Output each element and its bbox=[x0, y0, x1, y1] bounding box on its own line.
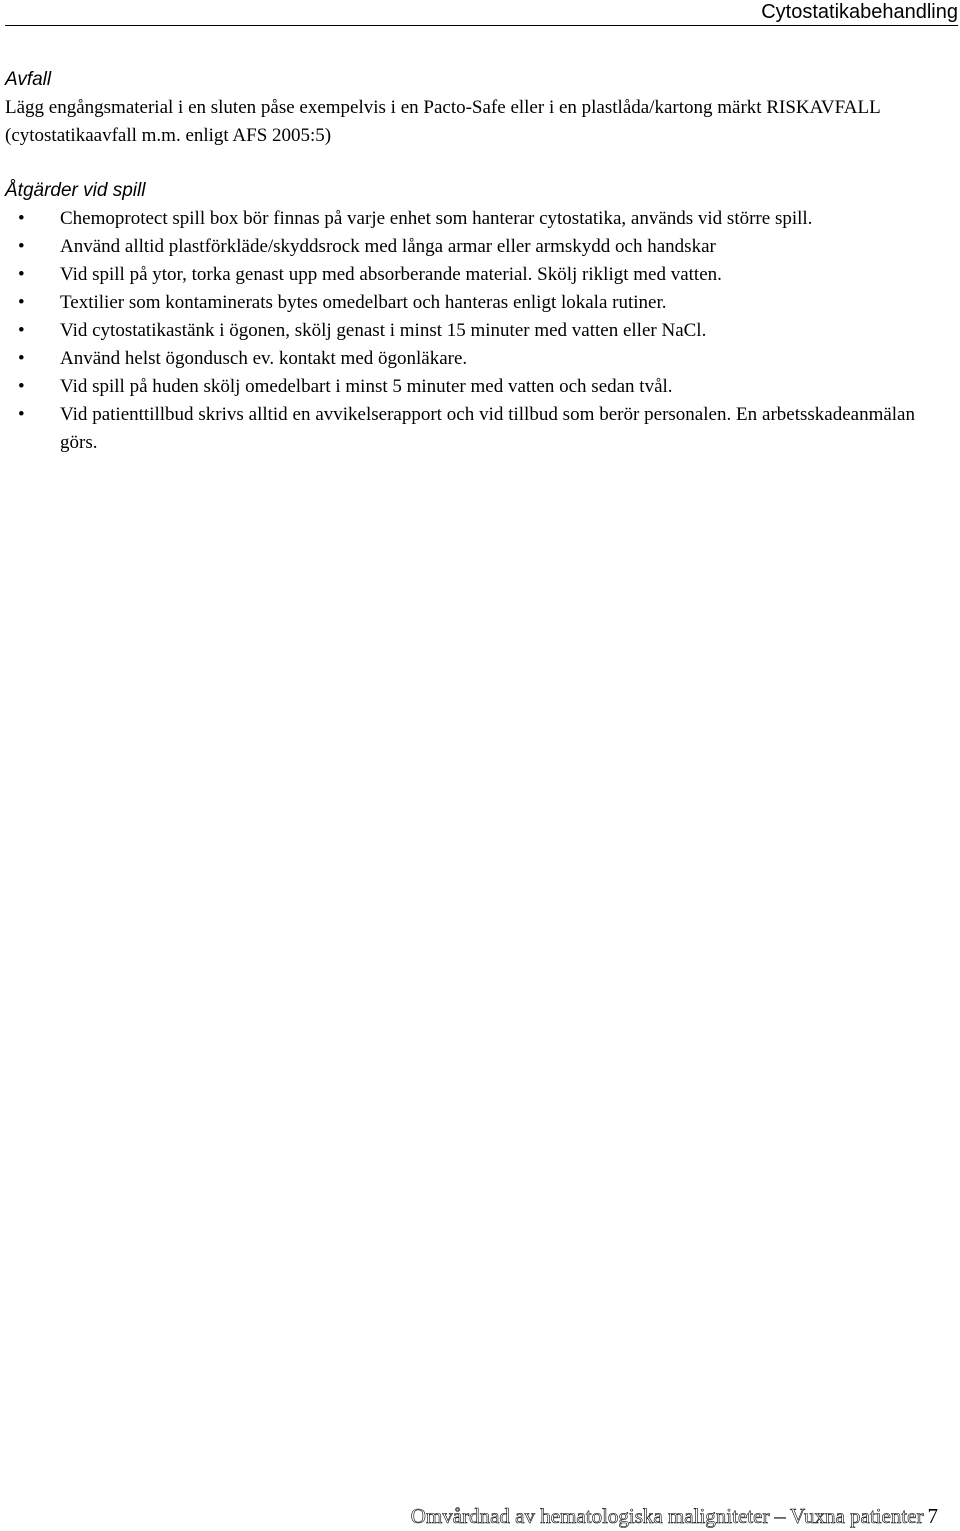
list-item bbox=[5, 373, 915, 401]
spill-list bbox=[5, 205, 915, 457]
list-item-text: Använd helst ögondusch ev. kontakt med ögonläkare. bbox=[60, 348, 468, 369]
list-item-text: Vid cytostatikastänk i ögonen, skölj genast i minst 15 minuter med vatten eller NaCl. bbox=[60, 320, 707, 341]
bullet-icon: • bbox=[18, 404, 25, 425]
list-item bbox=[5, 289, 915, 317]
bullet-icon: • bbox=[18, 236, 25, 257]
header-title: Cytostatikabehandling bbox=[761, 1, 958, 23]
bullet-icon: • bbox=[18, 292, 25, 313]
spacer bbox=[5, 150, 915, 177]
list-item bbox=[5, 261, 915, 289]
list-item-text: Använd alltid plastförkläde/skyddsrock med långa armar eller armskydd och handskar bbox=[60, 236, 716, 257]
list-item bbox=[5, 317, 915, 345]
header-rule bbox=[5, 25, 958, 26]
document-body bbox=[5, 66, 915, 457]
avfall-paragraph: Lägg engångsmaterial i en sluten påse exempelvis i en Pacto-Safe eller i en plastlåda/kartong märkt RISKAVFALL (cytostatikaavfall m.m. enligt AFS 2005:5) bbox=[5, 97, 880, 146]
bullet-icon: • bbox=[18, 264, 25, 285]
bullet-icon: • bbox=[18, 376, 25, 397]
bullet-icon: • bbox=[18, 348, 25, 369]
list-item-text: Chemoprotect spill box bör finnas på varje enhet som hanterar cytostatika, används vid större spill. bbox=[60, 208, 813, 229]
bullet-icon: • bbox=[18, 208, 25, 229]
list-item bbox=[5, 205, 915, 233]
list-item-text: Textilier som kontaminerats bytes omedelbart och hanteras enligt lokala rutiner. bbox=[60, 292, 667, 313]
list-item-text: Vid spill på huden skölj omedelbart i minst 5 minuter med vatten och sedan tvål. bbox=[60, 376, 673, 397]
page-footer bbox=[411, 1503, 938, 1529]
list-item-text: Vid spill på ytor, torka genast upp med absorberande material. Skölj rikligt med vatten. bbox=[60, 264, 722, 285]
bullet-icon: • bbox=[18, 320, 25, 341]
footer-title: Omvårdnad av hematologiska maligniteter – Vuxna patienter bbox=[410, 1504, 924, 1528]
list-item-text: Vid patienttillbud skrivs alltid en avvikelserapport och vid tillbud som berör personalen. En arbetsskadeanmälan görs. bbox=[60, 404, 915, 453]
section-heading-spill: Åtgärder vid spill bbox=[5, 180, 146, 201]
section-heading-avfall: Avfall bbox=[5, 69, 52, 90]
list-item bbox=[5, 233, 915, 261]
page-header bbox=[0, 0, 960, 26]
page-number: 7 bbox=[927, 1504, 938, 1528]
list-item bbox=[5, 345, 915, 373]
list-item bbox=[5, 401, 915, 457]
